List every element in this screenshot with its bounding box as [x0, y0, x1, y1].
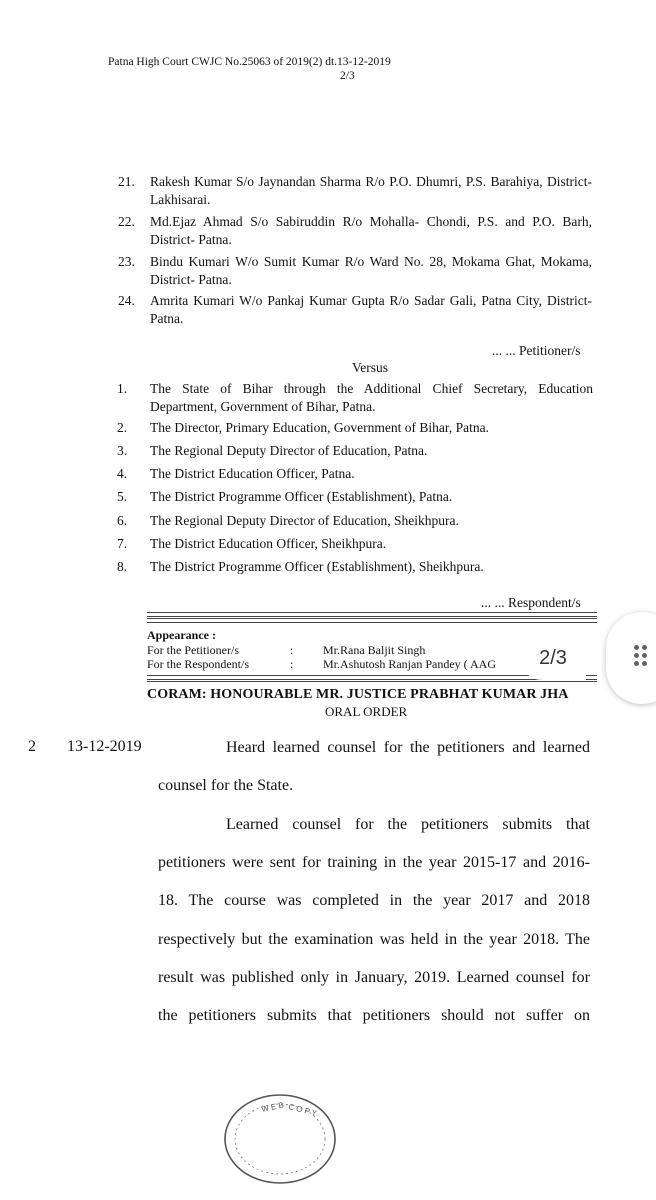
petitioner-counsel-label: For the Petitioner/s: [147, 643, 239, 657]
versus-label: Versus: [352, 360, 388, 375]
petitioner-counsel: Mr.Rana Baljit Singh: [323, 643, 426, 657]
item-number: 2.: [117, 420, 128, 435]
item-number: 5.: [117, 489, 128, 504]
order-line: counsel for the State.: [158, 777, 294, 794]
order-line: result was published only in January, 2019. Learned counsel for: [158, 969, 590, 986]
item-number: 23.: [118, 254, 135, 269]
divider: [147, 612, 597, 617]
order-date: 13-12-2019: [67, 738, 142, 755]
item-text: The State of Bihar through the Additional Chief Secretary, Education Department, Government of Bihar, Patna.: [150, 381, 593, 414]
separator: :: [290, 643, 294, 657]
separator: :: [290, 657, 294, 671]
appearance-heading: Appearance :: [147, 628, 216, 642]
petitioner-item: [118, 173, 592, 209]
divider: [147, 618, 597, 623]
item-number: 8.: [117, 559, 128, 574]
order-line: Learned counsel for the petitioners submits that: [226, 816, 590, 833]
respondent-label: ... ... Respondent/s: [481, 595, 581, 610]
item-number: 24.: [118, 293, 135, 308]
respondent-counsel-label: For the Respondent/s: [147, 657, 249, 671]
item-text: The District Programme Officer (Establishment), Sheikhpura.: [150, 559, 484, 574]
order-line: Heard learned counsel for the petitioners and learned: [226, 739, 590, 756]
item-number: 22.: [118, 214, 135, 229]
item-text: The Director, Primary Education, Government of Bihar, Patna.: [150, 420, 489, 435]
respondent-item: [117, 465, 593, 483]
order-line: 18. The course was completed in the year 2017 and 2018: [158, 892, 590, 909]
item-text: Bindu Kumari W/o Sumit Kumar R/o Ward No. 28, Mokama Ghat, Mokama, District- Patna.: [150, 254, 592, 287]
oral-order-heading: ORAL ORDER: [325, 704, 408, 719]
scroll-handle[interactable]: [606, 612, 656, 704]
svg-text:W E B: W E B: [260, 1100, 285, 1114]
order-line: respectively but the examination was held in the year 2018. The: [158, 931, 590, 948]
respondent-counsel: Mr.Ashutosh Ranjan Pandey ( AAG: [323, 657, 496, 671]
item-text: Md.Ejaz Ahmad S/o Sabiruddin R/o Mohalla- Chondi, P.S. and P.O. Barh, District- Patna.: [150, 214, 592, 247]
item-number: 3.: [117, 443, 128, 458]
order-line: the petitioners submits that petitioners should not suffer on: [158, 1007, 590, 1024]
item-text: Rakesh Kumar S/o Jaynandan Sharma R/o P.O. Dhumri, P.S. Barahiya, District- Lakhisarai.: [150, 174, 592, 207]
order-serial: 2: [28, 738, 36, 755]
web-copy-seal-icon: [222, 1092, 338, 1186]
item-number: 21.: [118, 174, 135, 189]
case-title: Patna High Court CWJC No.25063 of 2019(2) dt.13-12-2019: [108, 56, 391, 68]
item-number: 6.: [117, 513, 128, 528]
item-text: Amrita Kumari W/o Pankaj Kumar Gupta R/o Sadar Gali, Patna City, District- Patna.: [150, 293, 592, 326]
item-text: The District Education Officer, Patna.: [150, 466, 355, 481]
page-header: [108, 55, 391, 83]
petitioner-label: ... ... Petitioner/s: [492, 343, 581, 358]
respondent-item: [117, 535, 593, 553]
respondent-item: [117, 380, 593, 416]
divider: [147, 681, 597, 682]
item-number: 4.: [117, 466, 128, 481]
petitioner-item: [118, 253, 592, 289]
respondent-item: [117, 512, 593, 530]
item-text: The District Programme Officer (Establishment), Patna.: [150, 489, 453, 504]
svg-text:C O P Y: C O P Y: [287, 1102, 318, 1118]
respondent-item: [117, 419, 593, 437]
page-number: 2/3: [340, 70, 355, 82]
item-number: 1.: [117, 381, 128, 396]
order-line: petitioners were sent for training in the year 2015-17 and 2016-: [158, 854, 590, 871]
respondent-item: [117, 558, 593, 576]
petitioner-item: [118, 213, 592, 249]
item-text: The Regional Deputy Director of Education, Patna.: [150, 443, 428, 458]
petitioner-item: [118, 292, 592, 328]
coram: CORAM: HONOURABLE MR. JUSTICE PRABHAT KUMAR JHA: [147, 687, 569, 702]
respondent-item: [117, 488, 593, 506]
respondent-item: [117, 442, 593, 460]
item-text: The District Education Officer, Sheikhpura.: [150, 536, 387, 551]
item-number: 7.: [117, 536, 128, 551]
item-text: The Regional Deputy Director of Education, Sheikhpura.: [150, 513, 459, 528]
page-indicator: 2/3: [520, 636, 586, 680]
